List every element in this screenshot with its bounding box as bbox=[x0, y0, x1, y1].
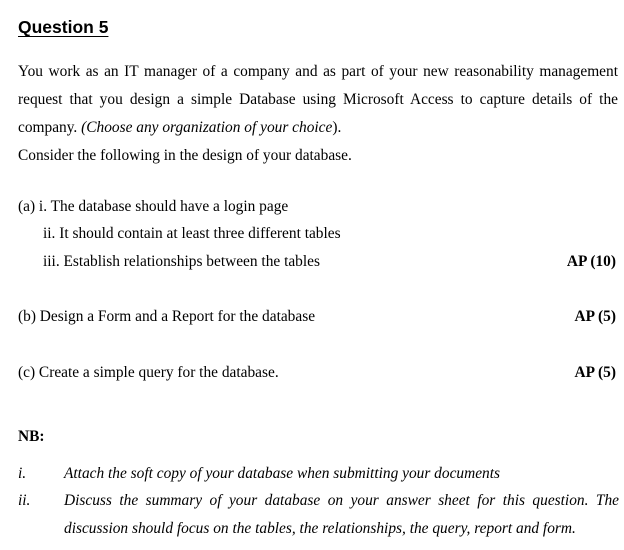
nb-item-2-line-1: Discuss the summary of your database on your answer sheet for this question. The bbox=[64, 492, 619, 509]
nb-item-1-text bbox=[64, 460, 619, 488]
part-b-text: (b) Design a Form and a Report for the database bbox=[18, 308, 316, 325]
nb-item-1-number: i. bbox=[18, 465, 27, 482]
question-heading: Question 5 bbox=[18, 17, 109, 37]
part-a-line-3: iii. Establish relationships between the tables bbox=[43, 253, 320, 270]
part-a-marks: AP (10) bbox=[566, 253, 616, 270]
question-intro bbox=[18, 58, 618, 170]
part-a-line-1: (a) i. The database should have a login page bbox=[18, 198, 289, 215]
part-c-text: (c) Create a simple query for the database. bbox=[18, 364, 279, 381]
nb-item-2-line-2: discussion should focus on the tables, the relationships, the query, report and form. bbox=[64, 520, 576, 537]
intro-consider-line: Consider the following in the design of your database. bbox=[18, 147, 352, 164]
part-a-line-2: ii. It should contain at least three different tables bbox=[43, 225, 341, 242]
nb-item-1-line-1: Attach the soft copy of your database when submitting your documents bbox=[64, 465, 501, 482]
intro-line-2: request that you design a simple Database using Microsoft Access to capture details of the bbox=[18, 91, 618, 108]
nb-item-2-text bbox=[64, 487, 619, 543]
nb-item-2-number: ii. bbox=[18, 492, 31, 509]
intro-line-3: company. (Choose any organization of your choice). bbox=[18, 119, 342, 136]
intro-line-1: You work as an IT manager of a company and as part of your new reasonability management bbox=[18, 63, 618, 80]
part-b-marks: AP (5) bbox=[574, 308, 616, 325]
nb-heading: NB: bbox=[18, 428, 45, 445]
intro-italic-note: (Choose any organization of your choice bbox=[81, 119, 333, 136]
part-c-marks: AP (5) bbox=[574, 364, 616, 381]
